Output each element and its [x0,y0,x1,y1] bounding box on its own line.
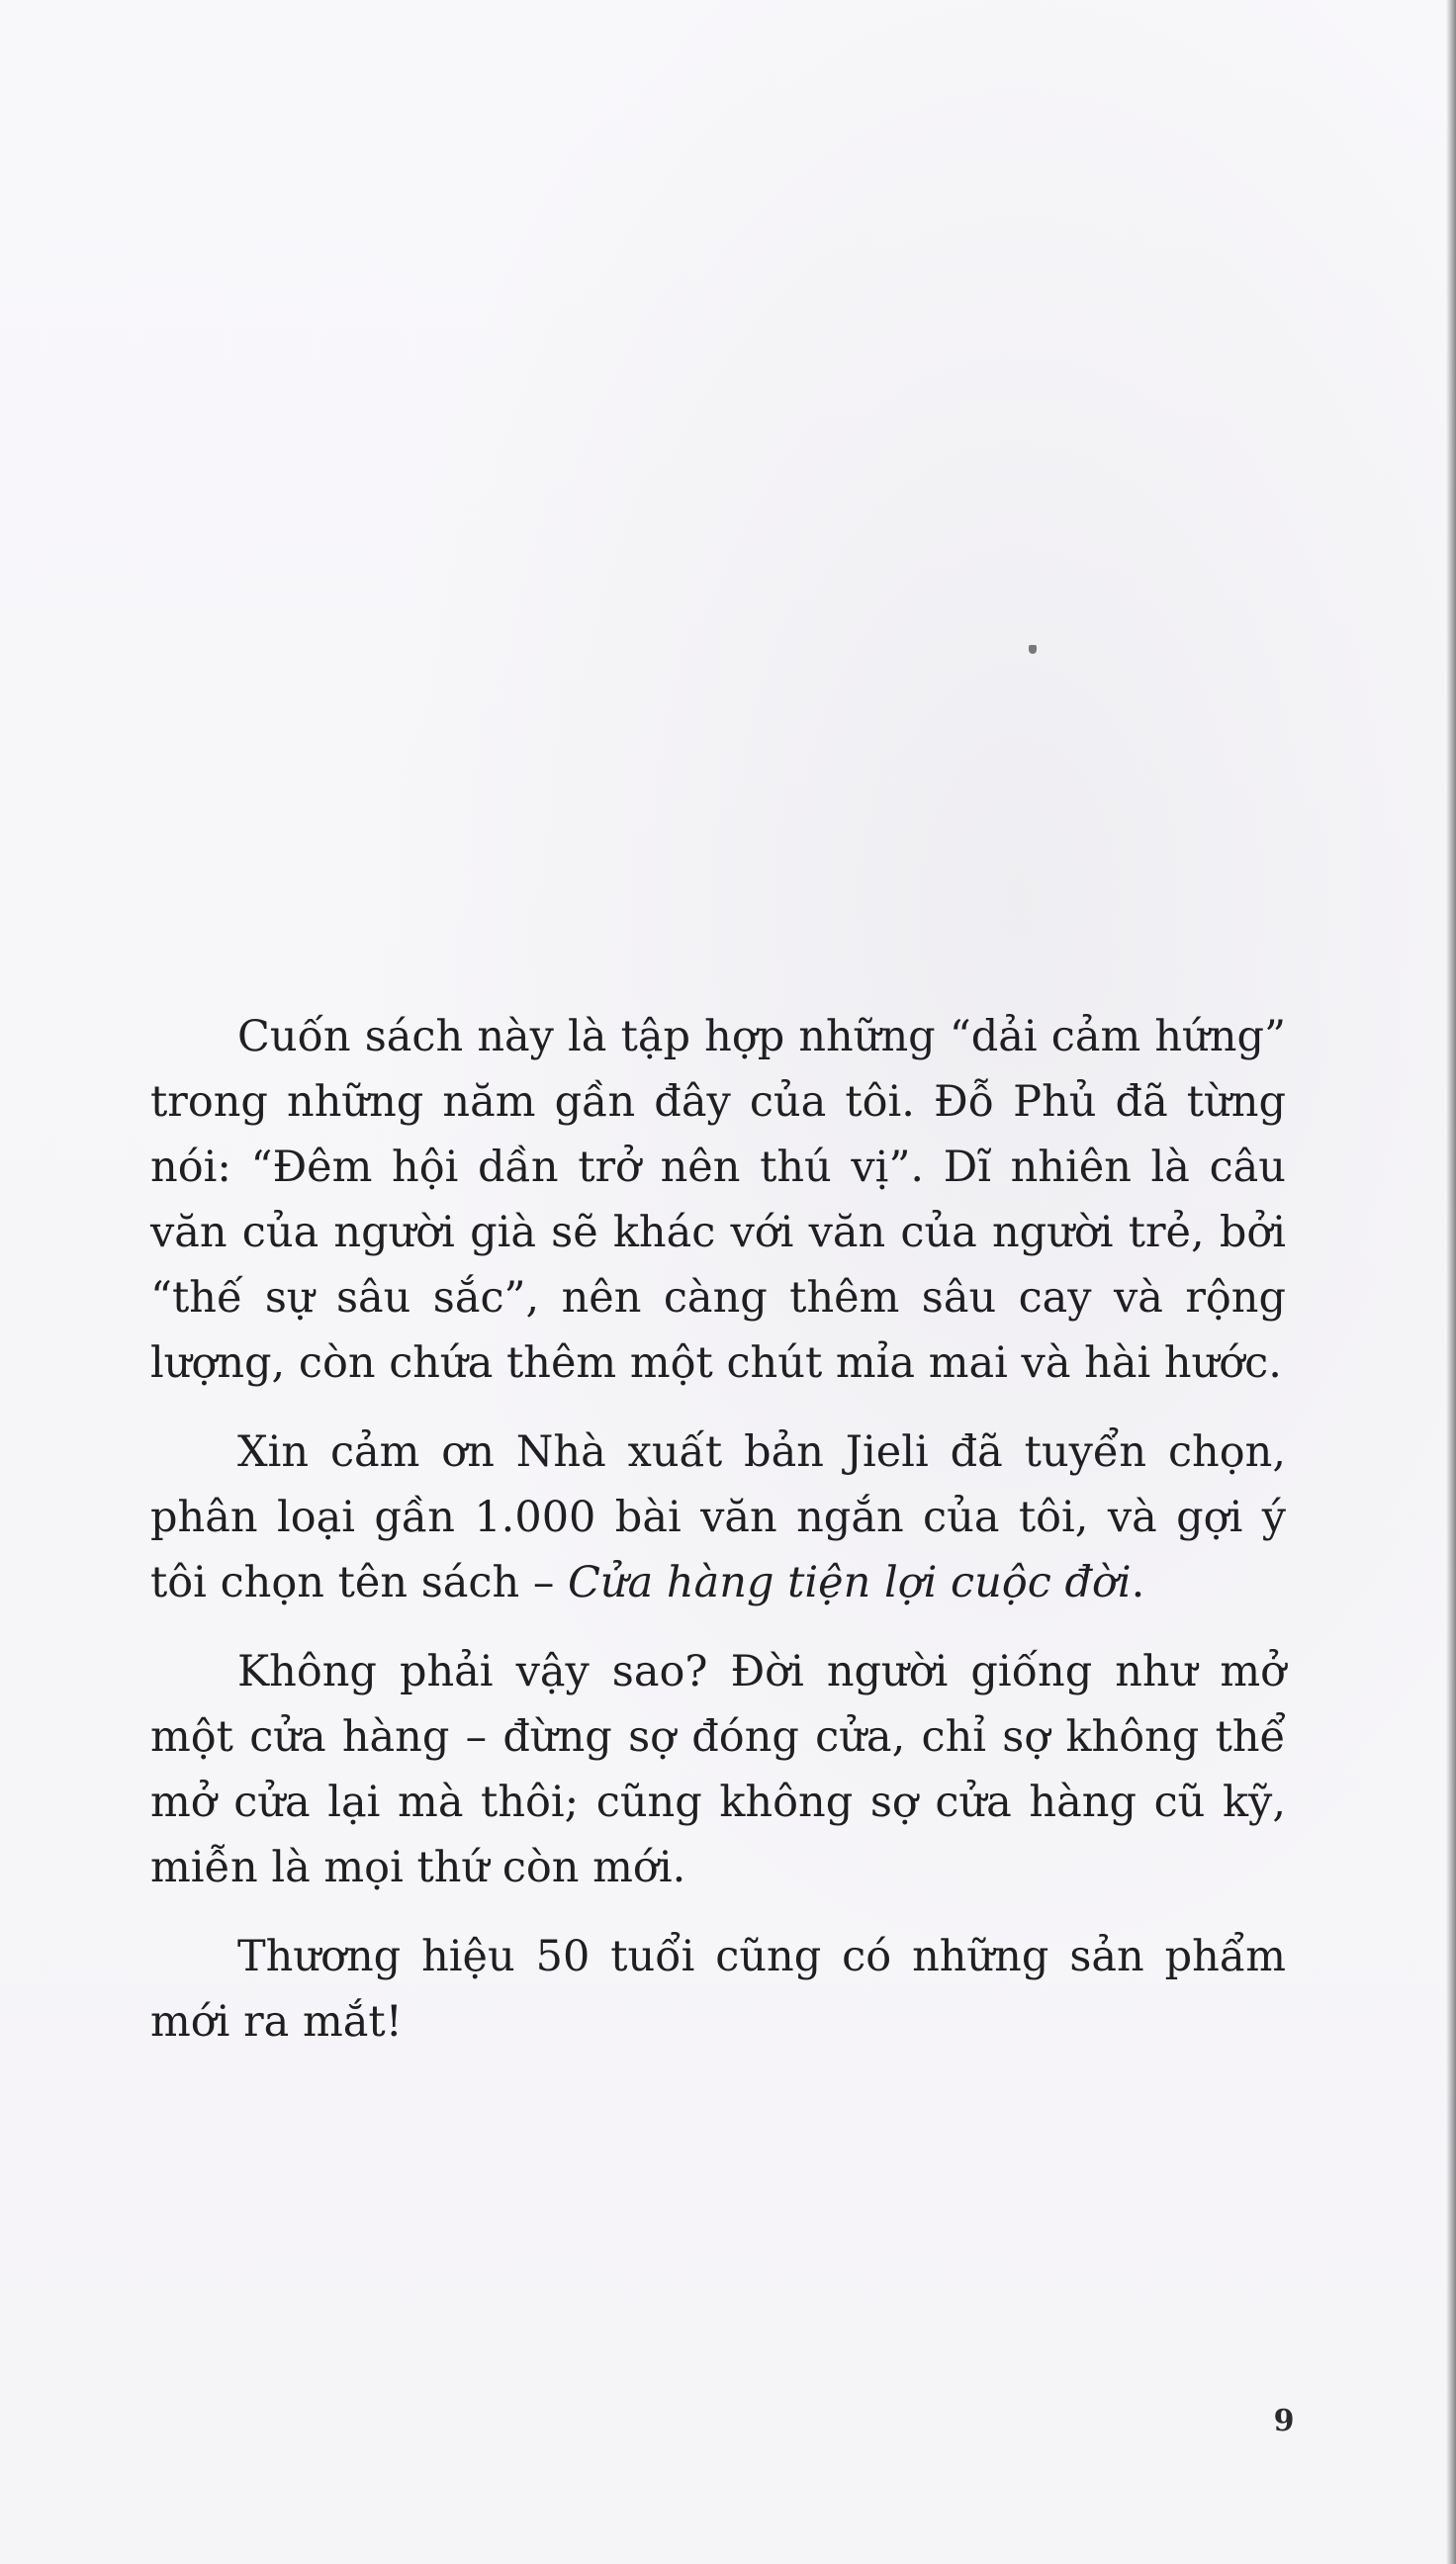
ink-speck [1029,645,1037,654]
page-edge-shadow [1446,0,1456,2564]
paragraph-2-text: Xin cảm ơn Nhà xuất bản Jieli đã tuyển chọn, phân loại gần 1.000 bài văn ngắn của tôi, và gợi ý tôi chọn tên sách – [150,1427,1286,1607]
book-title: Cửa hàng tiện lợi cuộc đời [568,1558,1132,1607]
paragraph-1: Cuốn sách này là tập hợp những “dải cảm hứng” trong những năm gần đây của tôi. Đỗ Phủ đã từng nói: “Đêm hội dần trở nên thú vị”. Dĩ nhiên là câu văn của người già sẽ khác với văn của người trẻ, bởi “thế sự sâu sắc”, nên càng thêm sâu cay và rộng lượng, còn chứa thêm một chút mỉa mai và hài hước. [150,1012,1286,1388]
paragraph-4: Thương hiệu 50 tuổi cũng có những sản phẩm mới ra mắt! [150,1932,1286,2047]
body-text [150,1004,1286,2078]
paragraph-2-end: . [1131,1558,1145,1607]
page-number: 9 [1273,2404,1295,2438]
paragraph-3: Không phải vậy sao? Đời người giống như mở một cửa hàng – đừng sợ đóng cửa, chỉ sợ không thể mở cửa lại mà thôi; cũng không sợ cửa hàng cũ kỹ, miễn là mọi thứ còn mới. [150,1647,1286,1892]
paragraph-2 [150,1419,1286,1615]
